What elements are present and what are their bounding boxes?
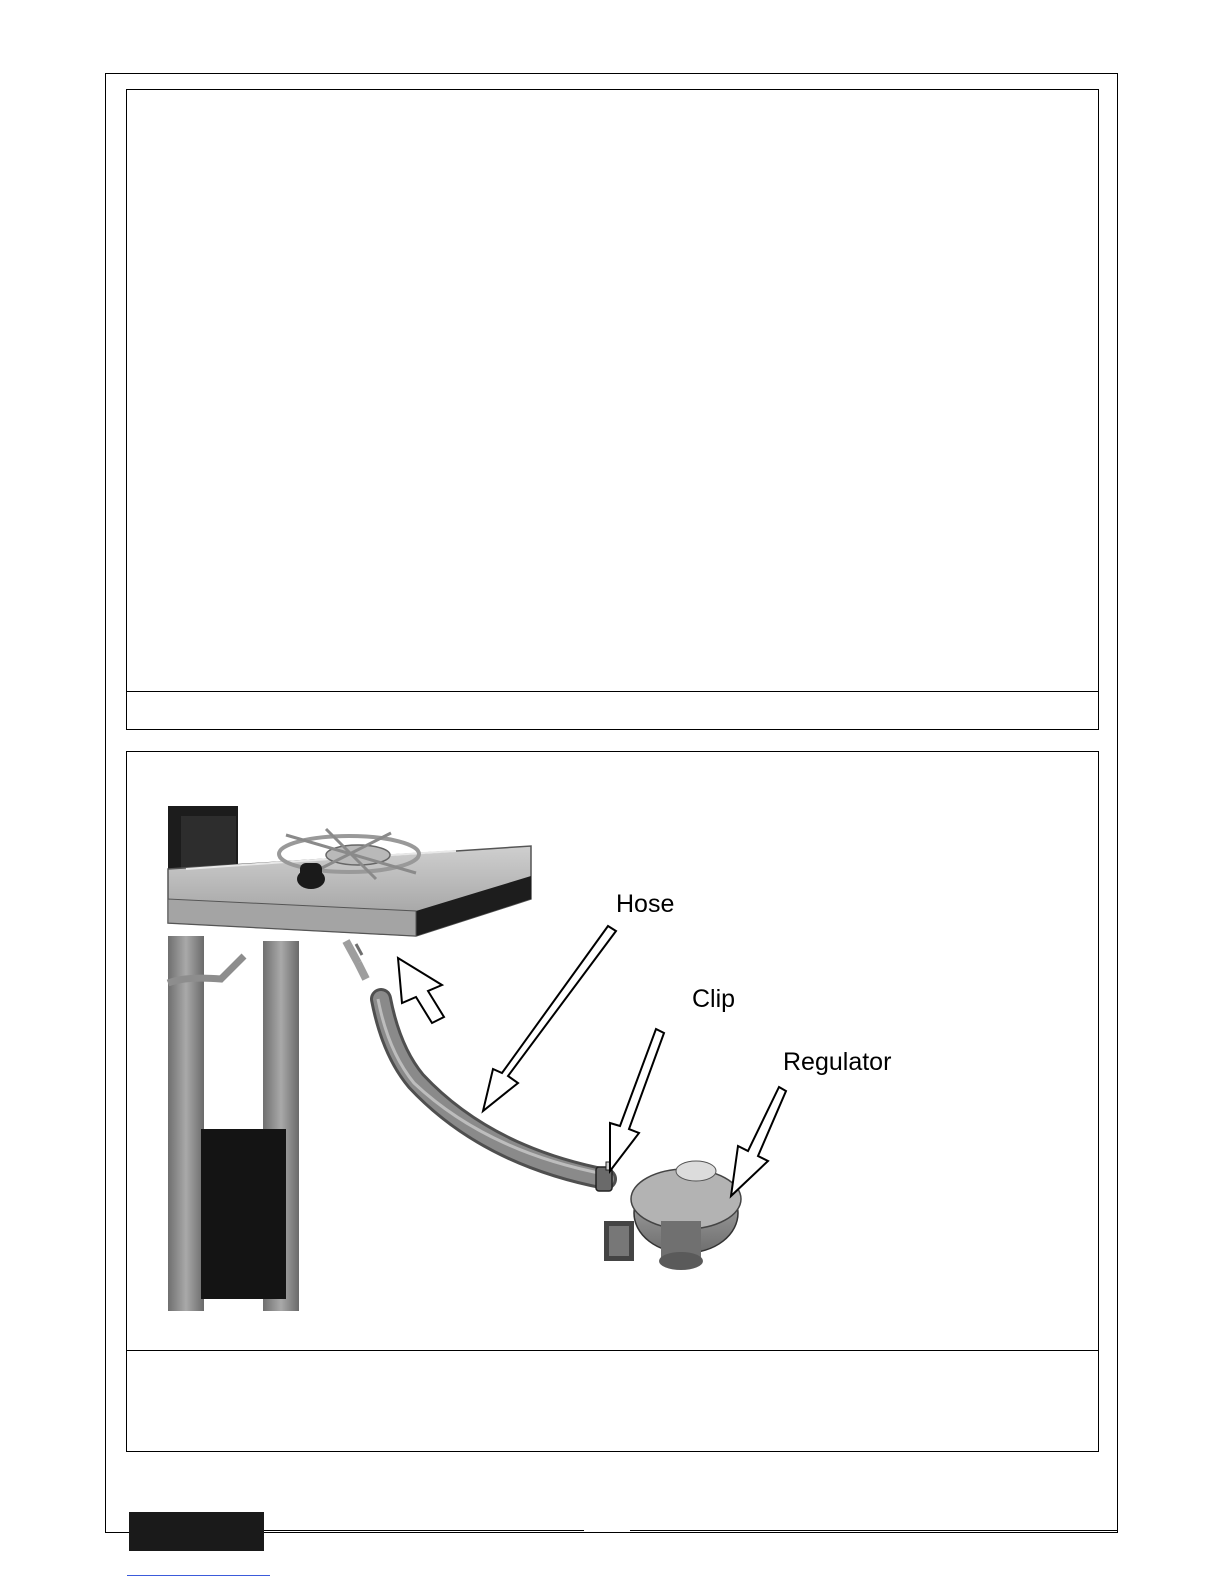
footer-rule-right [630,1530,1118,1531]
bottom-panel-caption-bar [127,1350,1098,1451]
clip-pointer-arrow-icon [610,1029,664,1171]
top-panel-caption-bar [127,691,1098,729]
clip-label: Clip [692,985,736,1013]
attach-arrow-icon [398,958,444,1023]
footer-page-tab [129,1512,264,1551]
gas-regulator [604,1161,741,1270]
hose-regulator-illustration [126,751,1099,1351]
hose-label: Hose [616,890,675,918]
regulator-pointer-arrow-icon [731,1087,786,1196]
footer-link-underline[interactable] [127,1575,270,1576]
gas-inlet-nozzle [346,941,366,979]
footer-rule-left [264,1530,584,1531]
grill-legs [168,936,299,1311]
hose-pointer-arrow-icon [483,926,616,1111]
top-figure-panel [126,89,1099,730]
regulator-label: Regulator [783,1048,892,1076]
